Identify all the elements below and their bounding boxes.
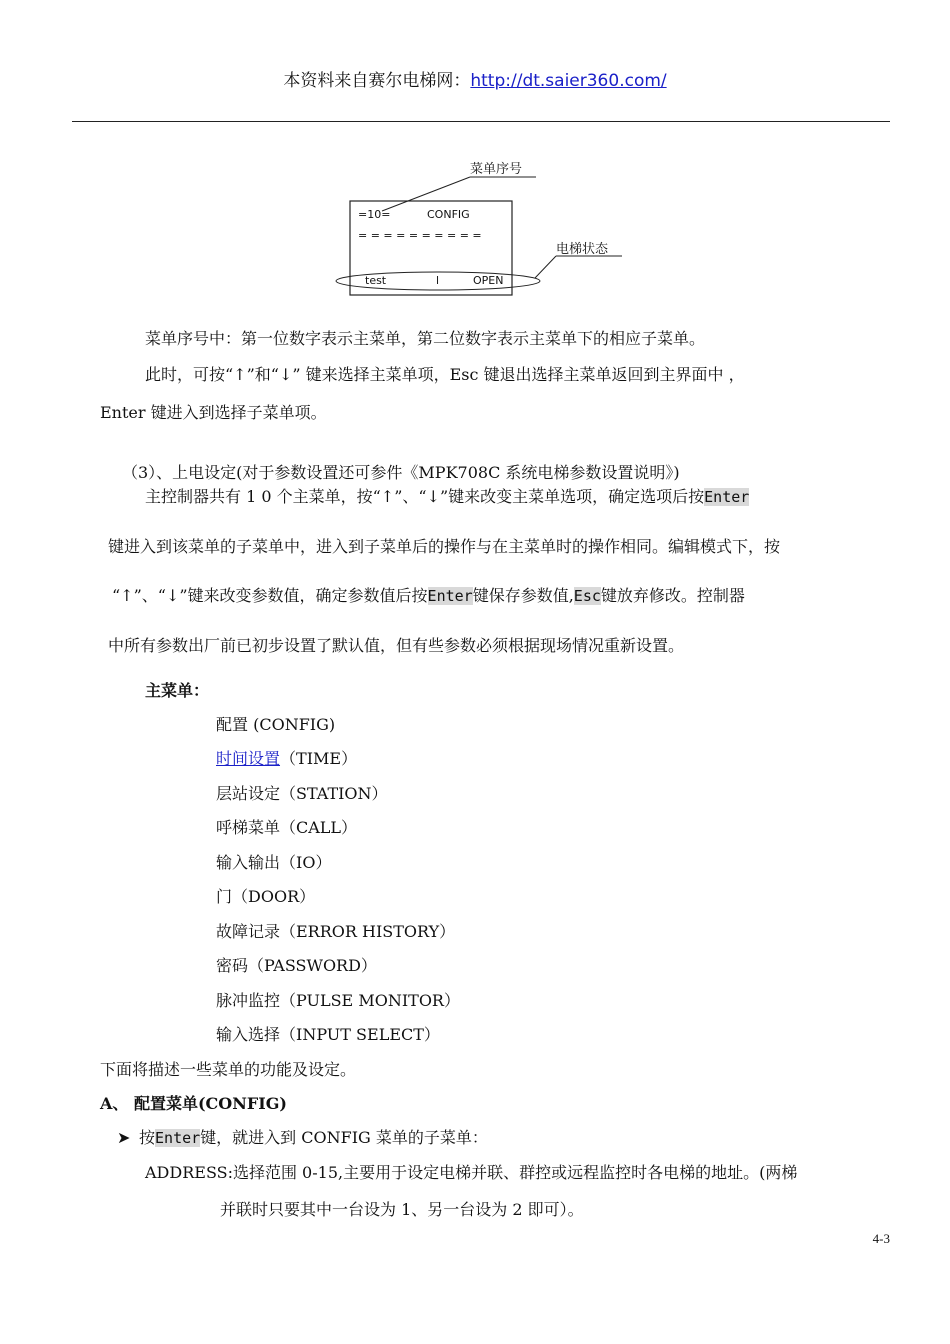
bullet-enter-config (117, 1125, 488, 1148)
address-desc-line2: 并联时只要其中一台设为 1、另一台设为 2 即可）。 (220, 1200, 584, 1219)
controller-line1-text: 主控制器共有 1 0 个主菜单，按“↑”、“↓”键来改变主菜单选项，确定选项后按 (145, 487, 705, 506)
menu-number-leader (382, 177, 470, 211)
menu-number-label: 菜单序号 (470, 162, 523, 177)
menu-item-time-link[interactable]: 时间设置 (216, 749, 281, 768)
lcd-status-floor: l (436, 274, 440, 287)
enter-key-highlight: Enter (704, 488, 750, 506)
lcd-menu-index: =10= (358, 208, 391, 221)
paragraph-keys-line1: 此时，可按“↑”和“↓” 键来选择主菜单项，Esc 键退出选择主菜单返回到主界面中 ， (145, 365, 745, 384)
lcd-status-mode: test (365, 274, 387, 287)
controller-line3-text: “↑”、“↓”键来改变参数值，确定参数值后按 (112, 586, 428, 605)
menu-item-error-history: 故障记录（ERROR HISTORY） (216, 922, 456, 941)
menu-item-station: 层站设定（STATION） (216, 784, 388, 803)
arrow-bullet-icon: ➤ (117, 1128, 131, 1147)
header-divider (72, 121, 890, 122)
main-menu-title: 主菜单： (145, 681, 210, 700)
menu-item-io: 输入输出（IO） (216, 853, 332, 872)
menu-item-input-select: 输入选择（INPUT SELECT） (216, 1025, 440, 1044)
header-source-text: 本资料来自赛尔电梯网： (283, 71, 471, 91)
menu-item-call: 呼梯菜单（CALL） (216, 818, 358, 837)
paragraph-describe-menus: 下面将描述一些菜单的功能及设定。 (100, 1060, 357, 1079)
bullet-text-post: 键，就进入到 CONFIG 菜单的子菜单： (200, 1128, 488, 1147)
menu-item-password: 密码（PASSWORD） (216, 956, 377, 975)
enter-key-highlight-3: Enter (155, 1129, 201, 1147)
menu-item-pulse-monitor: 脉冲监控（PULSE MONITOR） (216, 991, 460, 1010)
paragraph-controller-line4: 中所有参数出厂前已初步设置了默认值，但有些参数必须根据现场情况重新设置。 (108, 636, 685, 655)
menu-item-time (216, 746, 357, 769)
page-number: 4-3 (872, 1231, 890, 1246)
menu-item-door: 门（DOOR） (216, 887, 316, 906)
bullet-text-pre: 按 (139, 1128, 156, 1147)
status-leader (535, 256, 556, 278)
controller-line3-post: 键放弃修改。控制器 (600, 586, 745, 605)
lcd-diagram (330, 150, 650, 300)
page-header (0, 66, 950, 91)
elevator-status-label: 电梯状态 (556, 242, 609, 257)
section-power-on-heading: （3）、上电设定(对于参数设置还可参件《MPK708C 系统电梯参数设置说明》) (122, 463, 680, 482)
section-a-heading: A、 配置菜单(CONFIG) (100, 1094, 287, 1113)
paragraph-controller-line2: 键进入到该菜单的子菜单中，进入到子菜单后的操作与在主菜单时的操作相同。编辑模式下，按 (108, 537, 781, 556)
enter-key-highlight-2: Enter (427, 587, 473, 605)
header-url-link[interactable]: http://dt.saier360.com/ (470, 71, 667, 91)
controller-line3-mid: 键保存参数值, (472, 586, 574, 605)
esc-key-highlight: Esc (573, 587, 601, 605)
lcd-status-door: OPEN (473, 274, 504, 287)
menu-item-time-suffix: （TIME） (280, 749, 358, 768)
paragraph-keys-line2: Enter 键进入到选择子菜单项。 (100, 403, 327, 422)
lcd-menu-name: CONFIG (427, 208, 470, 221)
menu-item-config: 配置 (CONFIG) (216, 715, 336, 734)
paragraph-controller-line1 (145, 484, 749, 507)
paragraph-controller-line3 (112, 583, 745, 606)
address-desc-line1: ADDRESS:选择范围 0-15,主要用于设定电梯并联、群控或远程监控时各电梯的地址。(两梯 (145, 1163, 798, 1182)
lcd-separator: = = = = = = = = = = (358, 229, 482, 242)
paragraph-menu-number: 菜单序号中：第一位数字表示主菜单，第二位数字表示主菜单下的相应子菜单。 (145, 329, 706, 348)
